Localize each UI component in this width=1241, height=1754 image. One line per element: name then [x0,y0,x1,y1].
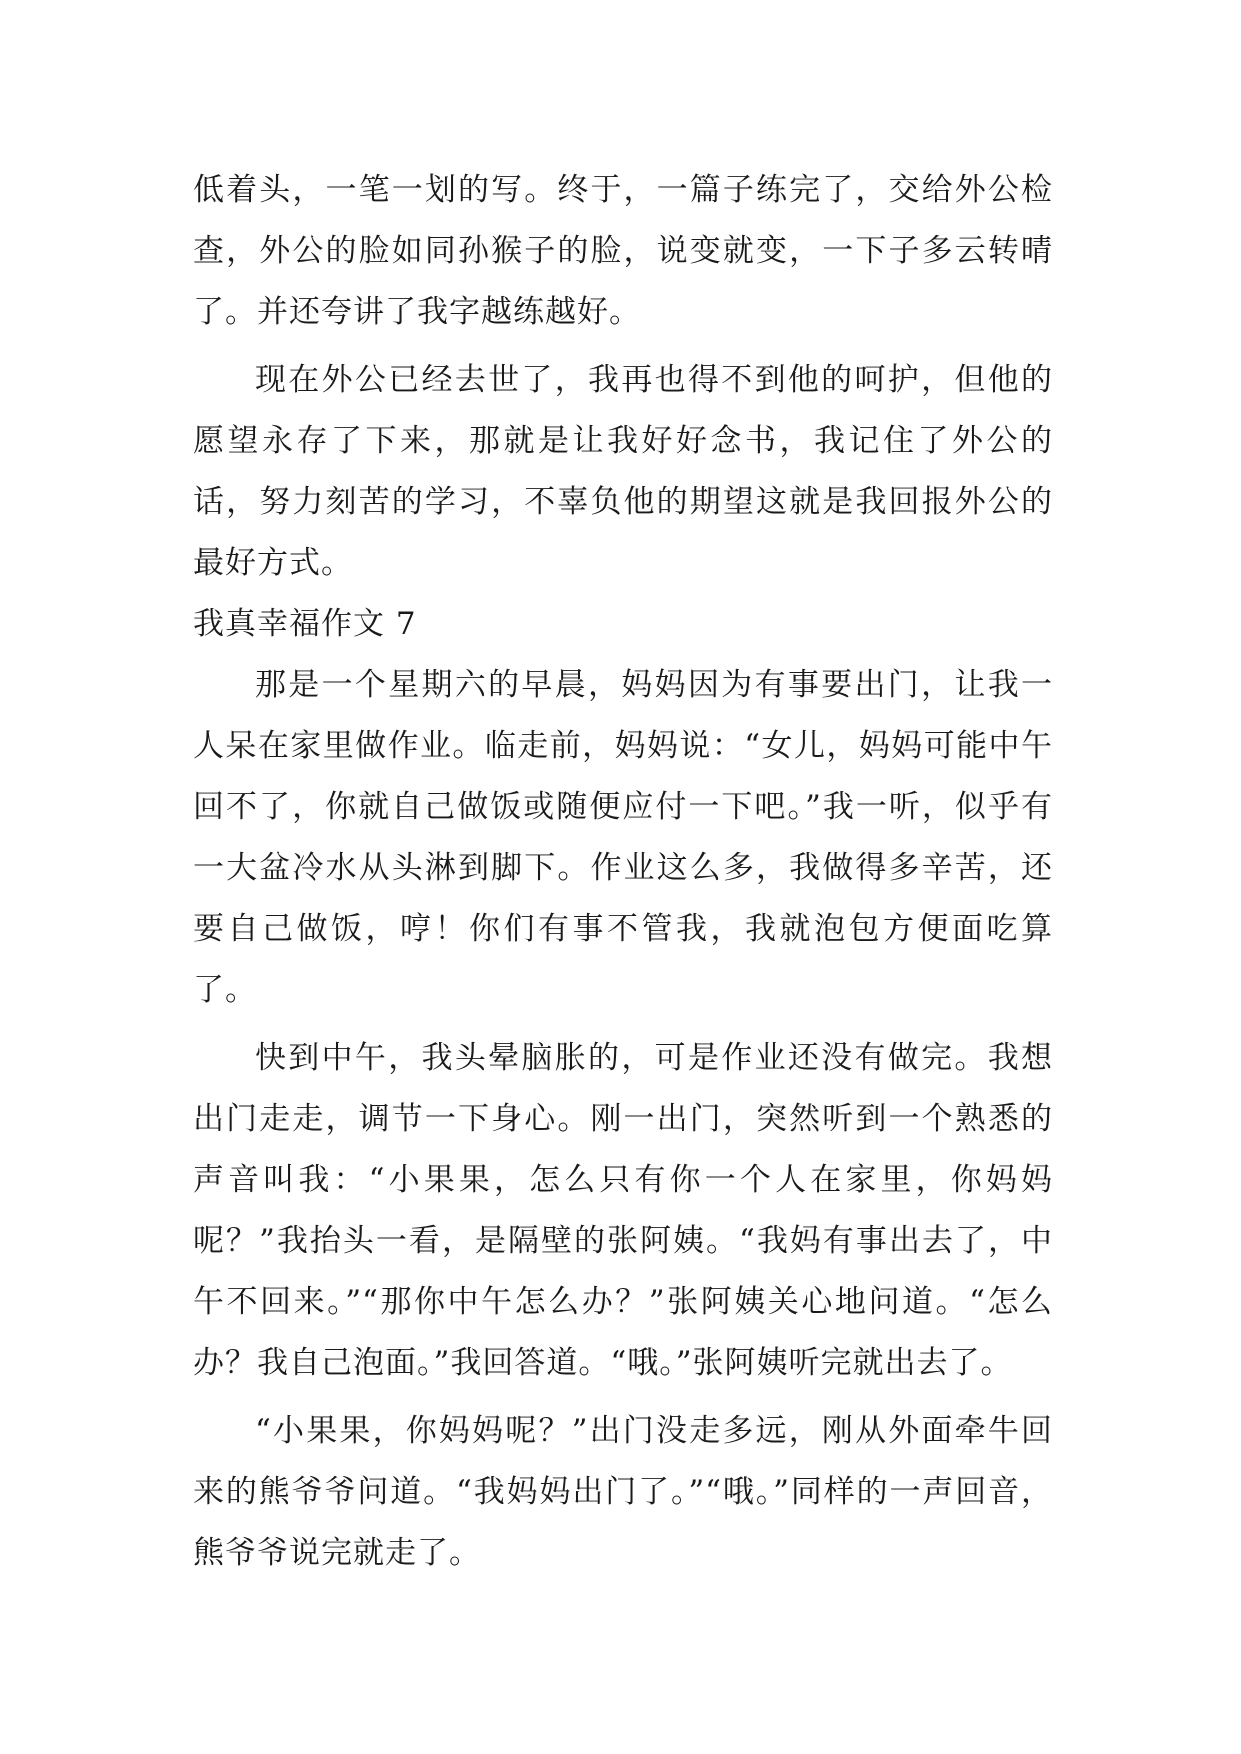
paragraph-grandfather-passed: 现在外公已经去世了，我再也得不到他的呵护，但他的愿望永存了下来，那就是让我好好念书，我记住了外公的话，努力刻苦的学习，不辜负他的期望这就是我回报外公的最好方式。 [193,362,1053,581]
paragraph-grandpa-xiong: “小果果，你妈妈呢？”出门没走多远，刚从外面牵牛回来的熊爷爷问道。“我妈妈出门了。”“哦。”同样的一声回音，熊爷爷说完就走了。 [193,1413,1053,1571]
paragraph-continued: 低着头，一笔一划的写。终于，一篇子练完了，交给外公检查，外公的脸如同孙猴子的脸，说变就变，一下子多云转晴了。并还夸讲了我字越练越好。 [193,172,1053,330]
essay-heading: 我真幸福作文 7 [193,606,417,642]
document-body [193,160,1053,1584]
paragraph-saturday-morning: 那是一个星期六的早晨，妈妈因为有事要出门，让我一人呆在家里做作业。临走前，妈妈说：“女儿，妈妈可能中午回不了，你就自己做饭或随便应付一下吧。”我一听，似乎有一大盆冷水从头淋到脚下。作业这么多，我做得多辛苦，还要自己做饭，哼！你们有事不管我，我就泡包方便面吃算了。 [193,667,1053,1008]
paragraph-noon-neighbor: 快到中午，我头晕脑胀的，可是作业还没有做完。我想出门走走，调节一下身心。刚一出门，突然听到一个熟悉的声音叫我：“小果果，怎么只有你一个人在家里，你妈妈呢？”我抬头一看，是隔壁的张阿姨。“我妈有事出去了，中午不回来。”“那你中午怎么办？”张阿姨关心地问道。“怎么办？我自己泡面。”我回答道。“哦。”张阿姨听完就出去了。 [193,1040,1053,1381]
